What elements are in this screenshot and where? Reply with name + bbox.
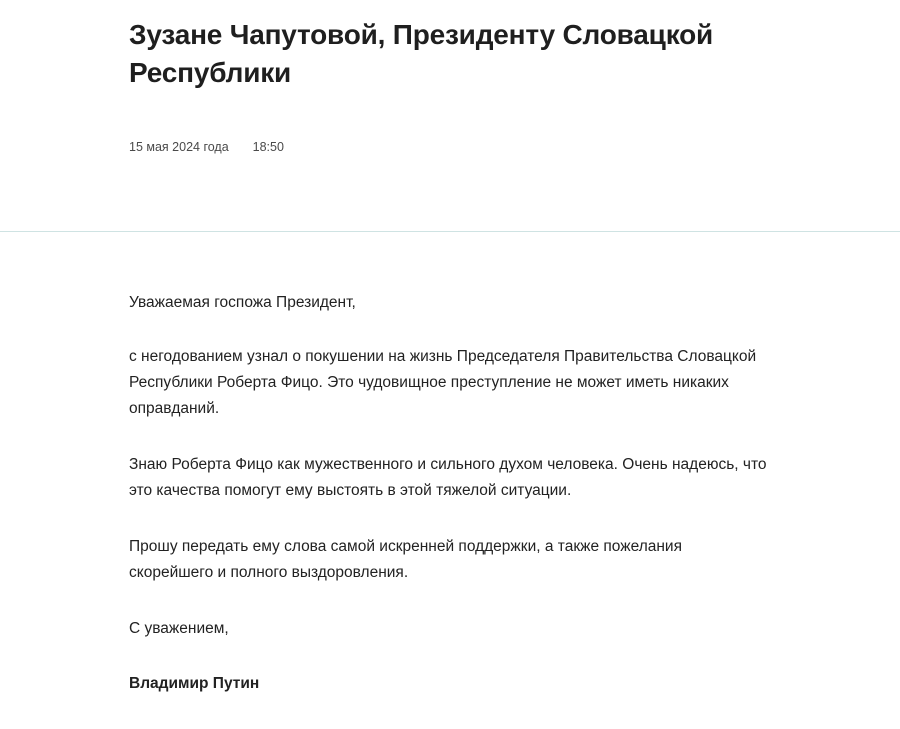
letter-signature: Владимир Путин [129, 675, 260, 692]
publication-time: 18:50 [252, 140, 284, 154]
letter-paragraph-2: Знаю Роберта Фицо как мужественного и сильного духом человека. Очень надеюсь, что это качества помогут ему выстоять в этой тяжелой ситуации. [129, 456, 767, 499]
publication-meta [129, 139, 284, 155]
publication-date: 15 мая 2024 года [129, 140, 229, 154]
letter-paragraph-3: Прошу передать ему слова самой искренней поддержки, а также пожелания скорейшего и полного выздоровления. [129, 538, 682, 581]
letter-greeting: Уважаемая госпожа Президент, [129, 294, 356, 311]
letter-paragraph-1: с негодованием узнал о покушении на жизнь Председателя Правительства Словацкой Республики Роберта Фицо. Это чудовищное преступление не может иметь никаких оправданий. [129, 348, 757, 417]
letter-closing: С уважением, [129, 620, 229, 637]
header-divider [0, 231, 900, 232]
page-title: Зузане Чапутовой, Президенту Словацкой Республики [129, 19, 714, 88]
